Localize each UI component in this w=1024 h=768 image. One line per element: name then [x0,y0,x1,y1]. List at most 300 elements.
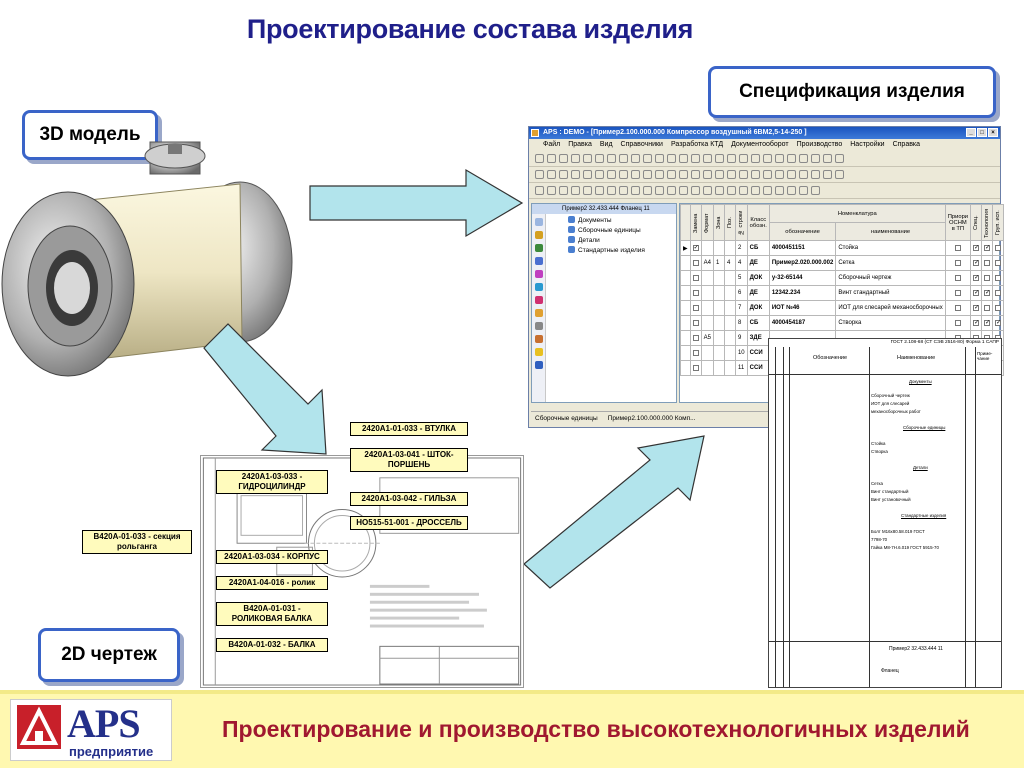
tree-item-standard[interactable]: Стандартные изделия [568,246,645,256]
cell-nstroki[interactable]: 5 [735,271,747,286]
checkbox[interactable] [955,260,961,266]
cell-nstroki[interactable]: 9 [735,331,747,346]
tool-icon[interactable] [811,170,820,179]
toolbar-1 [529,151,1000,167]
cell-naimenovanie[interactable]: Винт стандартный [836,286,945,301]
maximize-icon[interactable]: □ [977,128,987,137]
tool-icon[interactable] [679,154,688,163]
tool-icon[interactable] [787,186,796,195]
cell-spec[interactable] [971,271,982,286]
cell-spec[interactable] [971,256,982,271]
cell-zamena[interactable] [690,316,701,331]
tool-icon[interactable] [559,170,568,179]
tool-icon[interactable] [775,154,784,163]
cell-format[interactable]: А5 [701,331,713,346]
tree-item-documents[interactable]: Документы [568,216,645,226]
tool-icon[interactable] [631,170,640,179]
checkbox[interactable] [995,320,1001,326]
cell-oboznachenie[interactable]: ИОТ №46 [769,301,835,316]
col-format[interactable]: Формат [701,205,713,241]
tool-icon[interactable] [727,186,736,195]
cell-ponorm[interactable] [945,271,970,286]
tag-vtulka: 2420А1-01-033 - ВТУЛКА [350,422,468,436]
cell-oboznachenie[interactable]: 12342.234 [769,286,835,301]
tool-icon[interactable] [739,154,748,163]
tool-icon[interactable] [667,186,676,195]
checkbox[interactable] [693,305,699,311]
tool-icon[interactable] [811,186,820,195]
label-specification: Спецификация изделия [708,66,996,118]
cell-spec[interactable] [971,301,982,316]
cell-ponorm[interactable] [945,301,970,316]
cell-grup[interactable] [993,271,1004,286]
tool-icon[interactable] [655,154,664,163]
tool-icon[interactable] [751,154,760,163]
cell-tech[interactable] [982,241,993,256]
col-oboznachenie[interactable]: обозначение [769,223,835,241]
tool-icon[interactable] [679,170,688,179]
tool-icon[interactable] [823,170,832,179]
checkbox[interactable] [693,350,699,356]
status-assemblies[interactable]: Сборочные единицы [535,415,598,422]
cell-poz[interactable] [724,316,735,331]
tool-icon[interactable] [583,186,592,195]
cell-nstroki[interactable]: 11 [735,361,747,376]
cell-klass[interactable]: ДЕ [747,256,769,271]
cell-oboznachenie[interactable]: 4000451151 [769,241,835,256]
col-zamena[interactable]: Замена [690,205,701,241]
cell-nstroki[interactable]: 8 [735,316,747,331]
checkbox[interactable] [693,260,699,266]
cell-tech[interactable] [982,301,993,316]
cell-zona[interactable] [713,271,724,286]
cell-tech[interactable] [982,271,993,286]
tool-icon[interactable] [631,186,640,195]
cell-format[interactable] [701,346,713,361]
cell-tech[interactable] [982,286,993,301]
tool-icon[interactable] [727,170,736,179]
menu-production[interactable]: Производство [796,141,843,148]
cell-zona[interactable] [713,316,724,331]
tri-icon[interactable] [535,361,543,369]
cell-klass[interactable]: ССИ [747,346,769,361]
cell-format[interactable] [701,271,713,286]
checkbox[interactable] [984,260,990,266]
tool-icon[interactable] [559,154,568,163]
cell-ponorm[interactable] [945,256,970,271]
sheet-col-prim: Приме-чание [977,351,993,361]
row-selector[interactable] [681,286,691,301]
cell-ponorm[interactable] [945,286,970,301]
cell-zona[interactable]: 1 [713,256,724,271]
table-row[interactable] [681,316,1004,331]
tool-icon[interactable] [619,154,628,163]
cell-zamena[interactable] [690,331,701,346]
cell-nstroki[interactable]: 6 [735,286,747,301]
tool-icon[interactable] [679,186,688,195]
sheet-col-oboz: Обозначение [813,355,848,361]
row-selector[interactable] [681,331,691,346]
logo-subtitle: предприятие [69,744,154,759]
tool-icon[interactable] [667,170,676,179]
row-selector[interactable] [681,301,691,316]
app-icon [531,129,539,137]
tool-icon[interactable] [835,170,844,179]
tag-gidrocilindr: 2420А1-03-033 - ГИДРОЦИЛИНДР [216,470,328,494]
checkbox[interactable] [693,245,699,251]
cell-tech[interactable] [982,316,993,331]
table-row[interactable] [681,256,1004,271]
tree-tab[interactable]: Пример2 32.433.444 Фланец 11 [532,204,676,214]
tool-icon[interactable] [703,186,712,195]
tool-icon[interactable] [571,154,580,163]
tool-icon[interactable] [715,186,724,195]
assembly-icon[interactable] [535,257,543,265]
cell-zona[interactable] [713,301,724,316]
tool-icon[interactable] [787,154,796,163]
material-icon[interactable] [535,270,543,278]
checkbox[interactable] [995,245,1001,251]
sheet-section-assemblies: Сборочные единицы [903,425,946,430]
col-poz[interactable]: Поз. [724,205,735,241]
label-2d-drawing: 2D чертеж [38,628,180,682]
checkbox[interactable] [955,275,961,281]
col-klass[interactable]: Класс обозн. [747,205,769,241]
status-document[interactable]: Пример2.100.000.000 Комп... [607,415,696,422]
cell-grup[interactable] [993,301,1004,316]
cell-klass[interactable]: ЗДЕ [747,331,769,346]
tool-icon[interactable] [775,186,784,195]
tool-icon[interactable] [715,154,724,163]
table-row[interactable] [681,241,1004,256]
tool-icon[interactable] [715,170,724,179]
checkbox[interactable] [973,245,979,251]
part-icon[interactable] [535,244,543,252]
cell-naimenovanie[interactable]: Сборочный чертеж [836,271,945,286]
col-nstroki[interactable]: № строки [735,205,747,241]
page-title: Проектирование состава изделия [246,14,694,44]
checkbox[interactable] [693,275,699,281]
logo-mark-icon [17,705,61,749]
tool-icon[interactable] [559,186,568,195]
cell-zamena[interactable] [690,241,701,256]
table-row[interactable] [681,271,1004,286]
row-selector[interactable] [681,361,691,376]
cell-poz[interactable]: 4 [724,256,735,271]
cell-format[interactable] [701,241,713,256]
tool-icon[interactable] [583,170,592,179]
tool-icon[interactable] [655,170,664,179]
sheet-standard-header: ГОСТ 2.108-68 (СТ СЭВ 2516-80) Форма 1 САПР [890,340,999,345]
cell-zona[interactable] [713,286,724,301]
col-ponorm[interactable]: Приори ОСНМ в ТП [945,205,970,241]
cell-format[interactable]: А4 [701,256,713,271]
cell-klass[interactable]: ДЕ [747,286,769,301]
tool-icon[interactable] [799,186,808,195]
tool-icon[interactable] [703,154,712,163]
tree-side-toolbar [532,214,546,402]
cell-zamena[interactable] [690,286,701,301]
tool-icon[interactable] [655,186,664,195]
tree-item-parts[interactable]: Детали [568,236,645,246]
cell-naimenovanie[interactable]: Створка [836,316,945,331]
menu-edit[interactable]: Правка [568,141,592,148]
tool-icon[interactable] [751,186,760,195]
cell-poz[interactable] [724,331,735,346]
checkbox[interactable] [693,335,699,341]
cell-format[interactable] [701,301,713,316]
tool-icon[interactable] [763,170,772,179]
cell-zona[interactable] [713,241,724,256]
tool-icon[interactable] [571,186,580,195]
menu-view[interactable]: Вид [599,141,613,148]
tool-icon[interactable] [751,170,760,179]
sheet-section-standard: Стандартные изделия [901,513,947,518]
standard-icon[interactable] [535,283,543,291]
tool-icon[interactable] [619,170,628,179]
cell-klass[interactable]: СБ [747,241,769,256]
tool-icon[interactable] [595,154,604,163]
checkbox[interactable] [995,305,1001,311]
settings-icon[interactable] [535,335,543,343]
tool-icon[interactable] [643,170,652,179]
checkbox[interactable] [973,260,979,266]
cell-grup[interactable] [993,316,1004,331]
tool-icon[interactable] [763,186,772,195]
tool-icon[interactable] [667,154,676,163]
menu-references[interactable]: Справочники [620,141,663,148]
col-spec[interactable]: Спец. [971,205,982,241]
row-selector[interactable] [681,271,691,286]
checkbox[interactable] [955,290,961,296]
aps-logo [10,699,172,761]
tool-icon[interactable] [691,170,700,179]
tool-icon[interactable] [691,154,700,163]
menu-file[interactable]: Файл [543,141,561,148]
star-icon[interactable] [535,348,543,356]
cell-zamena[interactable] [690,256,701,271]
cell-oboznachenie[interactable]: у-32-65144 [769,271,835,286]
sheet-col-naim: Наименование [897,355,936,361]
cell-spec[interactable] [971,316,982,331]
tag-korpus: 2420А1-03-034 - КОРПУС [216,550,328,564]
cell-poz[interactable] [724,361,735,376]
cell-grup[interactable] [993,241,1004,256]
cell-tech[interactable] [982,256,993,271]
checkbox[interactable] [955,320,961,326]
tool-icon[interactable] [535,186,544,195]
toolbar-3 [529,183,1000,199]
checkbox[interactable] [995,290,1001,296]
row-selector[interactable] [681,256,691,271]
tool-icon[interactable] [607,170,616,179]
tag-rolikovaya-balka: В420А-01-031 - РОЛИКОВАЯ БАЛКА [216,602,328,626]
tool-icon[interactable] [547,170,556,179]
table-row[interactable] [681,286,1004,301]
checkbox[interactable] [984,275,990,281]
checkbox[interactable] [973,290,979,296]
arrow-right-icon [308,168,528,238]
tool-icon[interactable] [775,170,784,179]
menu-settings[interactable]: Настройки [850,141,885,148]
checkbox[interactable] [973,275,979,281]
checkbox[interactable] [995,260,1001,266]
cell-nstroki[interactable]: 7 [735,301,747,316]
tool-icon[interactable] [547,154,556,163]
cell-nstroki[interactable]: 10 [735,346,747,361]
cell-zona[interactable] [713,361,724,376]
sheet-header-row [769,347,1001,375]
stamp-name: Фланец [881,668,899,674]
folder-icon[interactable] [535,231,543,239]
tool-icon[interactable] [739,170,748,179]
tool-icon[interactable] [727,154,736,163]
tool-icon[interactable] [799,170,808,179]
tag-gilza: 2420А1-03-042 - ГИЛЬЗА [350,492,468,506]
checkbox[interactable] [955,305,961,311]
checkbox[interactable] [973,320,979,326]
close-icon[interactable]: × [988,128,998,137]
tag-drossel: НО515-51-001 - ДРОССЕЛЬ [350,516,468,530]
checkbox[interactable] [984,245,990,251]
cell-zamena[interactable] [690,271,701,286]
window-titlebar[interactable] [529,127,1000,139]
cell-oboznachenie[interactable]: 4000454187 [769,316,835,331]
tool-icon[interactable] [811,154,820,163]
tool-icon[interactable] [619,186,628,195]
tool-icon[interactable] [835,154,844,163]
checkbox[interactable] [955,245,961,251]
checkbox[interactable] [973,305,979,311]
tool-icon[interactable] [595,170,604,179]
col-grup[interactable]: Груп. исп. [993,205,1004,241]
tree-item-assemblies[interactable]: Сборочные единицы [568,226,645,236]
cell-spec[interactable] [971,286,982,301]
checkbox[interactable] [693,365,699,371]
tool-icon[interactable] [607,186,616,195]
footer-slogan: Проектирование и производство высокотехнологичных изделий [222,716,970,742]
cell-nstroki[interactable]: 2 [735,241,747,256]
tool-icon[interactable] [535,170,544,179]
cell-klass[interactable]: ДОК [747,301,769,316]
tool-icon[interactable] [823,154,832,163]
label-3d-model: 3D модель [22,110,158,160]
cell-poz[interactable] [724,346,735,361]
col-tech[interactable]: Технология [982,205,993,241]
checkbox[interactable] [693,290,699,296]
kit-icon[interactable] [535,309,543,317]
tool-icon[interactable] [547,186,556,195]
tool-icon[interactable] [739,186,748,195]
row-selector[interactable]: ▶ [681,241,691,256]
tool-icon[interactable] [703,170,712,179]
checkbox[interactable] [693,320,699,326]
table-row[interactable] [681,301,1004,316]
checkbox[interactable] [984,290,990,296]
tag-sekciya: В420А-01-033 - секция рольганга [82,530,192,554]
tag-rolik: 2420А1-04-016 - ролик [216,576,328,590]
tool-icon[interactable] [595,186,604,195]
checkbox[interactable] [984,320,990,326]
checkbox[interactable] [995,275,1001,281]
cell-naimenovanie[interactable]: Сетка [836,256,945,271]
tag-shtok-porshen: 2420А1-03-041 - ШТОК-ПОРШЕНЬ [350,448,468,472]
window-title-text: APS : DEMO - [Пример2.100.000.000 Компрессор воздушный 6ВМ2,5-14-250 ] [543,129,807,136]
stamp-designation: Пример2 32.433.444 11 [889,646,943,652]
cell-klass[interactable]: СБ [747,316,769,331]
cell-zamena[interactable] [690,346,701,361]
cell-poz[interactable] [724,286,735,301]
tool-icon[interactable] [799,154,808,163]
cell-ponorm[interactable] [945,316,970,331]
tool-icon[interactable] [535,154,544,163]
cell-poz[interactable] [724,271,735,286]
cell-naimenovanie[interactable]: Стойка [836,241,945,256]
cell-spec[interactable] [971,241,982,256]
cell-zamena[interactable] [690,301,701,316]
tool-icon[interactable] [763,154,772,163]
sheet-section-documents: Документы [909,379,932,384]
cell-zamena[interactable] [690,361,701,376]
doc-icon[interactable] [535,218,543,226]
cell-zona[interactable] [713,331,724,346]
tool-icon[interactable] [607,154,616,163]
cell-naimenovanie[interactable]: ИОТ для слесарей механосборочных [836,301,945,316]
arrow-down-right-icon [200,318,340,458]
cell-format[interactable] [701,286,713,301]
cell-zona[interactable] [713,346,724,361]
checkbox[interactable] [984,305,990,311]
col-nomenklatura[interactable]: Номенклатура [769,205,945,223]
other-icon[interactable] [535,296,543,304]
col-selector [681,205,691,241]
row-selector[interactable] [681,346,691,361]
cell-grup[interactable] [993,286,1004,301]
arrow-up-right-icon [520,430,710,590]
cell-poz[interactable] [724,241,735,256]
tool-icon[interactable] [535,322,543,330]
cell-format[interactable] [701,316,713,331]
menu-ktd[interactable]: Разработка КТД [670,141,724,148]
tool-icon[interactable] [787,170,796,179]
sheet-section-parts: Детали [913,465,928,470]
menu-help[interactable]: Справка [892,141,921,148]
cell-grup[interactable] [993,256,1004,271]
structure-tree-panel [531,203,677,403]
cell-ponorm[interactable] [945,241,970,256]
toolbar-2 [529,167,1000,183]
tool-icon[interactable] [631,154,640,163]
cell-nstroki[interactable]: 4 [735,256,747,271]
specification-sheet: ГОСТ 2.108-68 (СТ СЭВ 2516-80) Форма 1 САПР Обозначение Наименование Приме-чание Документы Сборочный чертеж ИОТ для слесарей механосборочных работ Сборочные единицы Стойка Створка Детали Сетка Винт стандартный Винт установочный Стандартные изделия Болт М16х80.58.019 ГОСТ 7798-70 Гайка М8-7Н.6.019 ГОСТ 5915-70 Пример2 32.433.444 11 Фланец [768,338,1002,688]
cell-poz[interactable] [724,301,735,316]
cell-klass[interactable]: ССИ [747,361,769,376]
tool-icon[interactable] [583,154,592,163]
tool-icon[interactable] [571,170,580,179]
menu-bar [529,139,1000,151]
tool-icon[interactable] [643,154,652,163]
col-zona[interactable]: Зона [713,205,724,241]
minimize-icon[interactable]: _ [966,128,976,137]
menu-docflow[interactable]: Документооборот [731,141,789,148]
tool-icon[interactable] [643,186,652,195]
tool-icon[interactable] [691,186,700,195]
cell-klass[interactable]: ДОК [747,271,769,286]
row-selector[interactable] [681,316,691,331]
cell-format[interactable] [701,361,713,376]
col-naimenovanie[interactable]: наименование [836,223,945,241]
cell-oboznachenie[interactable]: Пример2.020.000.002 [769,256,835,271]
